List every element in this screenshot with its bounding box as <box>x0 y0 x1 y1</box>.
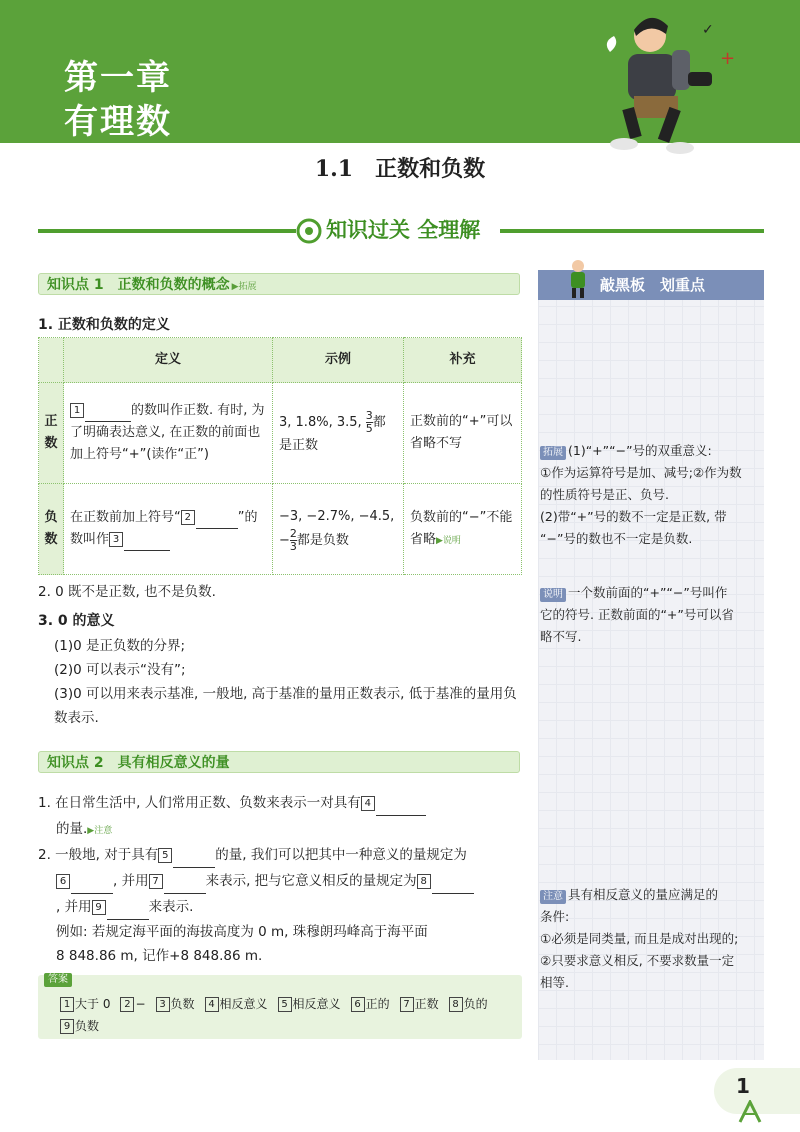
answer-number-box: 3 <box>156 997 170 1012</box>
chapter-name: 有理数 <box>64 102 172 142</box>
fill-blank <box>173 853 215 868</box>
banner-rule-right <box>500 229 764 233</box>
expand-tag: ▶拓展 <box>231 282 257 292</box>
answer-item <box>120 997 145 1011</box>
fill-blank <box>124 536 170 551</box>
item-text: 来表示. <box>148 899 194 915</box>
positive-example <box>273 383 404 484</box>
note-line: 略不写. <box>540 629 582 644</box>
student-figure-icon <box>566 258 590 298</box>
answer-text: 负数 <box>170 997 195 1011</box>
col-header-definition: 定义 <box>64 338 273 383</box>
negative-definition <box>64 484 273 575</box>
zero-statement: 2. 0 既不是正数, 也不是负数. <box>38 584 216 600</box>
note-line: ①作为运算符号是加、减号;②作为数 <box>540 465 742 480</box>
answer-number-box: 4 <box>205 997 219 1012</box>
answer-text: 大于 0 <box>75 997 111 1011</box>
sidebar-note-attention <box>540 884 762 994</box>
banner-text: 知识过关 全理解 <box>326 218 481 242</box>
svg-text:+: + <box>720 48 736 69</box>
note-line: ①必须是同类量, 而且是成对出现的; <box>540 931 739 946</box>
answer-item <box>60 1019 99 1033</box>
answer-item <box>205 997 268 1011</box>
note-line: 条件: <box>540 909 570 924</box>
note-tag: 说明 <box>540 588 566 602</box>
zero-meaning-item: (3)0 可以用来表示基准, 一般地, 高于基准的量用正数表示, 低于基准的量用负数表示. <box>54 686 517 726</box>
example-line: 例如: 若规定海平面的海拔高度为 0 m, 珠穆朗玛峰高于海平面 <box>56 924 428 940</box>
answer-text: − <box>135 997 146 1011</box>
blank-number-box: 3 <box>109 532 123 547</box>
fraction-denominator: 3 <box>289 539 297 553</box>
negative-definition-text-1: 在正数前加上符号“ <box>70 510 181 526</box>
fraction-denominator: 5 <box>365 421 373 435</box>
answer-text: 负的 <box>463 997 488 1011</box>
section-number: 1.1 <box>314 156 354 182</box>
fill-blank <box>164 879 206 894</box>
negative-example-tail: 都是负数 <box>296 532 349 548</box>
note-line: 一个数前面的“+”“−”号叫作 <box>568 585 728 600</box>
example-line: 8 848.86 m, 记作+8 848.86 m. <box>56 948 263 964</box>
answer-label: 答案 <box>44 973 72 987</box>
negative-example-text: −3, −2.7%, −4.5, <box>279 508 395 524</box>
fill-blank <box>107 905 149 920</box>
fraction <box>366 410 373 435</box>
positive-definition <box>64 383 273 484</box>
fill-blank <box>376 801 426 816</box>
answer-number-box: 7 <box>400 997 414 1012</box>
fill-blank <box>196 514 238 529</box>
sidebar-header <box>538 270 764 300</box>
item-text: 1. 在日常生活中, 人们常用正数、负数来表示一对具有 <box>38 795 361 811</box>
fill-blank <box>85 407 131 422</box>
zero-meaning-item: (2)0 可以表示“没有”; <box>54 662 186 678</box>
fraction-numerator: 3 <box>365 408 373 422</box>
col-header-supplement: 补充 <box>404 338 522 383</box>
note-line: 具有相反意义的量应满足的 <box>568 887 719 902</box>
blank-number-box: 7 <box>149 874 163 889</box>
note-line: ②只要求意义相反, 不要求数量一定 <box>540 953 735 968</box>
definition-table <box>38 337 522 575</box>
item-text: , 并用 <box>113 873 149 889</box>
knowledge-point-1-bar <box>38 273 520 295</box>
definition-heading: 1. 正数和负数的定义 <box>38 317 170 333</box>
answer-number-box: 5 <box>278 997 292 1012</box>
row-head-negative: 负数 <box>39 484 64 575</box>
answer-item <box>60 997 110 1011</box>
answer-item <box>449 997 488 1011</box>
answer-item <box>351 997 390 1011</box>
example-block <box>56 920 526 968</box>
section-name: 正数和负数 <box>375 156 486 182</box>
explain-tag: ▶说明 <box>436 535 461 546</box>
blank-number-box: 2 <box>181 510 195 525</box>
negative-definition-text-2: ”的数叫作 <box>70 510 258 548</box>
item-text: 2. 一般地, 对于具有 <box>38 847 159 863</box>
answer-item <box>400 997 439 1011</box>
item-text: 来表示, 把与它意义相反的量规定为 <box>205 873 417 889</box>
blank-number-box: 4 <box>361 796 375 811</box>
swirl-logo-icon <box>296 218 322 244</box>
opposite-quantity-item-1 <box>38 790 522 844</box>
fraction-numerator: 2 <box>289 526 297 540</box>
sidebar-note-expand <box>540 440 762 550</box>
positive-definition-text: 的数叫作正数. 有时, 为了明确表达意义, 在正数的前面也加上符号“+”(读作“正”) <box>70 403 265 463</box>
answer-item <box>278 997 341 1011</box>
section-title <box>0 152 800 183</box>
negative-note: 负数前的“−”不能省略 <box>410 509 513 547</box>
pencil-a-icon <box>738 1100 764 1124</box>
knowledge-point-2-bar <box>38 751 520 773</box>
note-line: 的性质符号是正、负号. <box>540 487 669 502</box>
item-text: , 并用 <box>56 899 92 915</box>
chapter-number: 第一章 <box>64 58 172 98</box>
page-number-text: 1 <box>736 1074 750 1098</box>
answer-item <box>156 997 195 1011</box>
note-line: “−”号的数也不一定是负数. <box>540 531 693 546</box>
blank-number-box: 8 <box>417 874 431 889</box>
blank-number-box: 1 <box>70 403 84 418</box>
chapter-title <box>64 56 172 144</box>
answer-number-box: 8 <box>449 997 463 1012</box>
knowledge-point-2-label: 知识点 2 具有相反意义的量 <box>47 755 230 771</box>
sidebar-note-explain <box>540 582 762 648</box>
item-text: 的量, 我们可以把其中一种意义的量规定为 <box>215 847 467 863</box>
blank-number-box: 9 <box>92 900 106 915</box>
fill-blank <box>71 879 113 894</box>
sidebar-title: 敲黑板 划重点 <box>600 276 706 294</box>
zero-meaning-item: (1)0 是正负数的分界; <box>54 638 186 654</box>
fill-blank <box>432 879 474 894</box>
answer-text: 正的 <box>365 997 390 1011</box>
banner <box>296 214 506 246</box>
fraction <box>290 528 297 553</box>
zero-meaning-heading: 3. 0 的意义 <box>38 613 115 629</box>
note-tag: 注意 <box>540 890 566 904</box>
positive-example-tail: 都是正数 <box>279 414 386 453</box>
student-illustration <box>580 8 750 158</box>
blank-number-box: 5 <box>158 848 172 863</box>
answer-text: 相反意义 <box>292 997 341 1011</box>
answer-number-box: 9 <box>60 1019 74 1034</box>
answer-text: 负数 <box>75 1019 100 1033</box>
fraction-sign: − <box>279 532 290 548</box>
answer-number-box: 2 <box>120 997 134 1012</box>
answer-list <box>60 993 516 1037</box>
answer-number-box: 1 <box>60 997 74 1012</box>
zero-meaning-list <box>54 634 522 730</box>
note-line: 它的符号. 正数前面的“+”号可以省 <box>540 607 734 622</box>
positive-note: 正数前的“+”可以省略不写 <box>404 383 522 484</box>
answer-text: 相反意义 <box>219 997 268 1011</box>
answer-text: 正数 <box>414 997 439 1011</box>
item-text: 的量. <box>56 821 88 837</box>
note-line: (2)带“+”号的数不一定是正数, 带 <box>540 509 727 524</box>
note-line: 相等. <box>540 975 569 990</box>
note-line: (1)“+”“−”号的双重意义: <box>568 443 712 458</box>
svg-text:✓: ✓ <box>702 22 714 38</box>
page-number <box>736 1074 776 1108</box>
negative-note-cell <box>404 484 522 575</box>
note-tag: 拓展 <box>540 446 566 460</box>
answer-number-box: 6 <box>351 997 365 1012</box>
negative-example <box>273 484 404 575</box>
banner-rule-left <box>38 229 296 233</box>
attention-tag: ▶注意 <box>87 826 113 836</box>
positive-example-text: 3, 1.8%, 3.5, <box>279 414 366 430</box>
opposite-quantity-item-2 <box>38 842 522 920</box>
knowledge-point-1-label: 知识点 1 正数和负数的概念 <box>47 277 230 293</box>
col-header-example: 示例 <box>273 338 404 383</box>
row-head-positive: 正数 <box>39 383 64 484</box>
blank-number-box: 6 <box>56 874 70 889</box>
table-corner <box>39 338 64 383</box>
